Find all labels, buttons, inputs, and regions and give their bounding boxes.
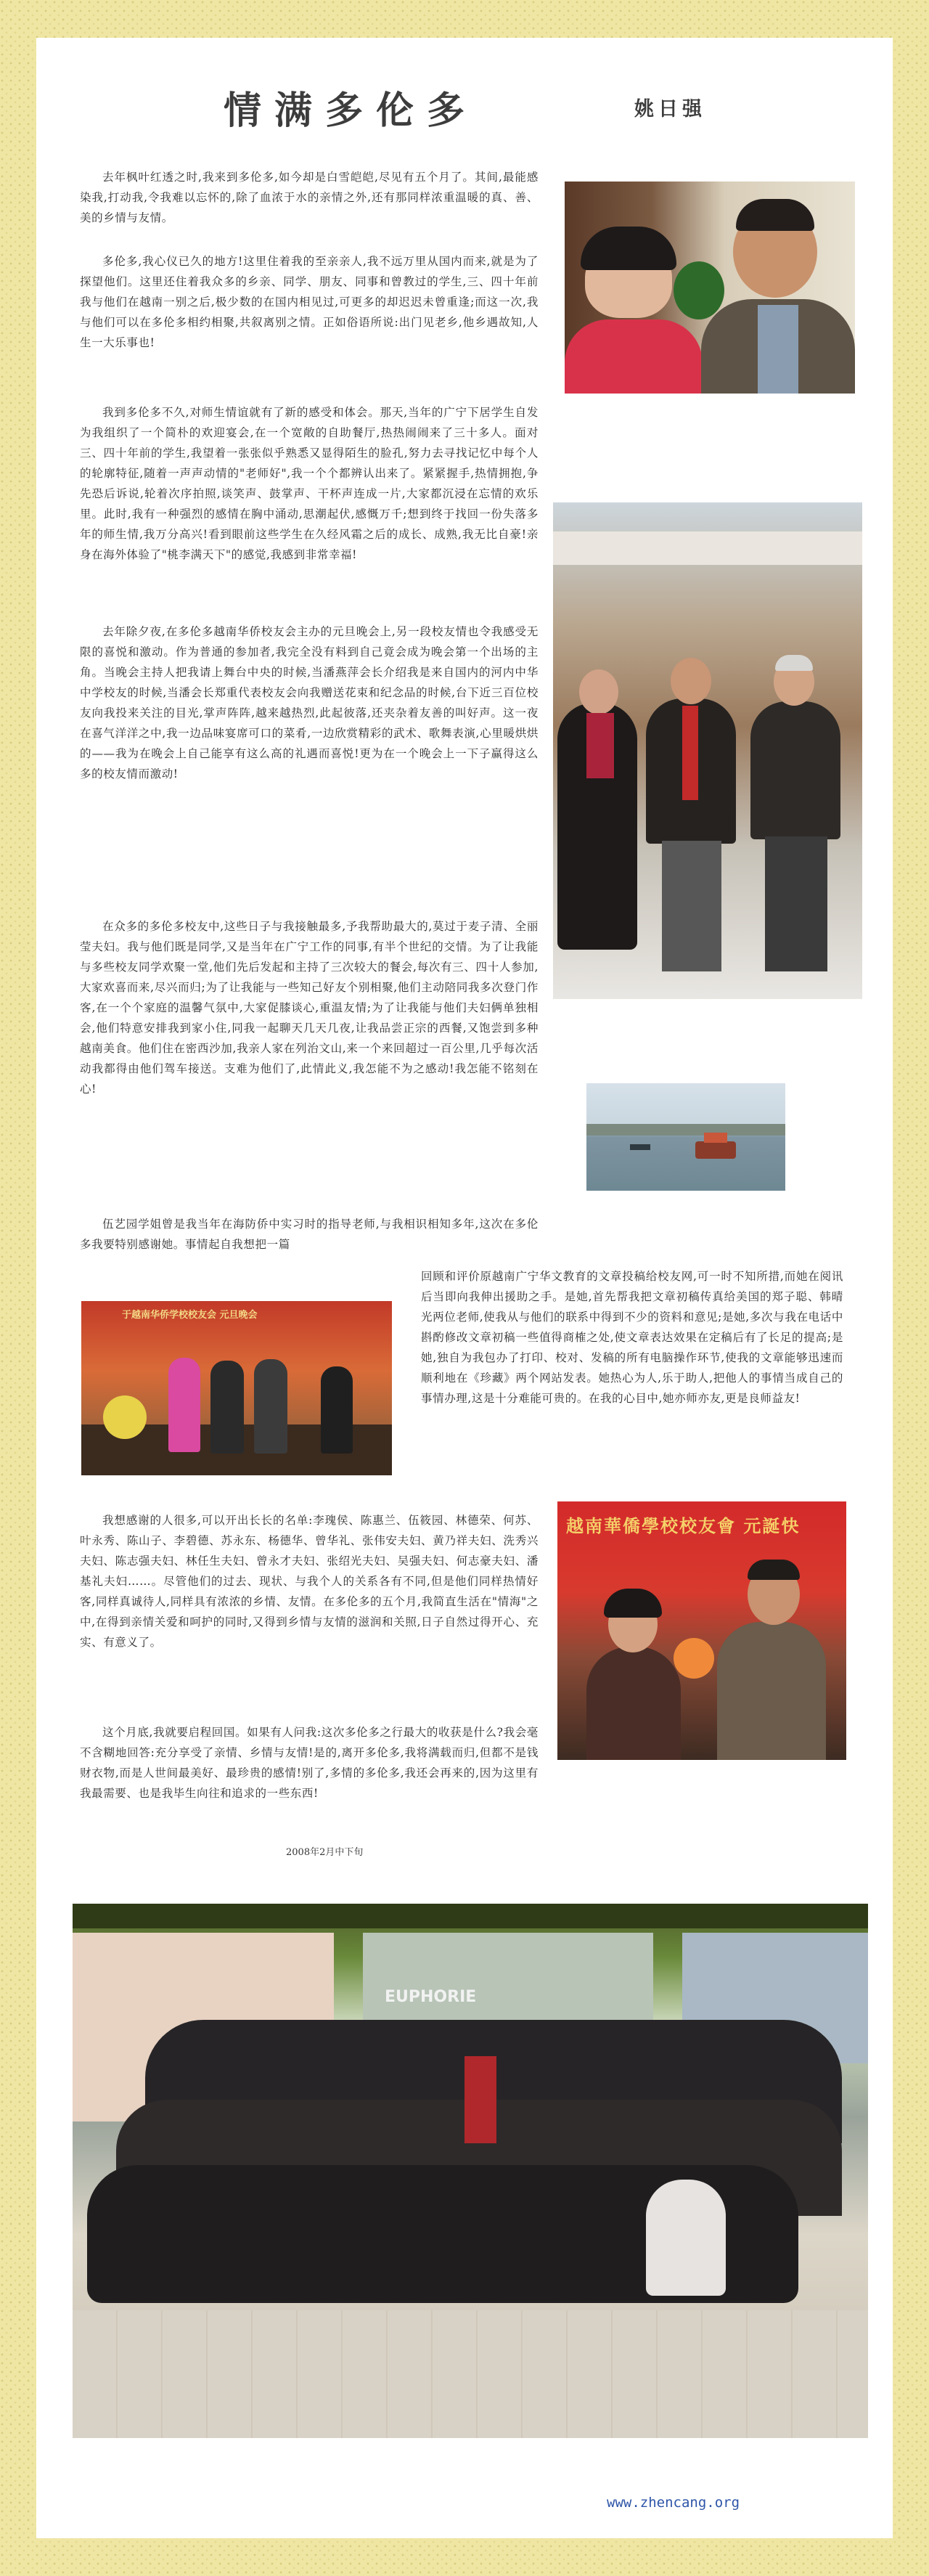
man-right-jacket: [750, 701, 840, 839]
paragraph-8: 这个月底,我就要启程回国。如果有人问我:这次多伦多之行最大的收获是什么?我会毫不含糊地回答:充分享受了亲情、乡情与友情!是的,离开多伦多,我将满载而归,但都不是钱财衣物,而是人世间最美好、最珍贵的感情!别了,多情的多伦多,我还会再来的,因为这里有我最需要、也是我毕生向往和追求的一些东西!: [80, 1726, 539, 1800]
presenter-woman: [586, 1647, 681, 1760]
paragraph-6-start: 伍艺园学姐曾是我当年在海防侨中实习时的指导老师,与我相识相知多年,这次在多伦多我要特别感谢她。事情起自我想把一篇: [80, 1218, 539, 1251]
boat-small: [630, 1144, 650, 1150]
recipient-man: [717, 1622, 826, 1760]
article-date: 2008年2月中下旬: [286, 1847, 364, 1858]
man-center-head: [671, 658, 711, 704]
boat-main: [695, 1141, 736, 1159]
stage-person-1: [168, 1358, 200, 1452]
boat-cabin: [704, 1133, 727, 1143]
recipient-man-hair: [748, 1560, 800, 1580]
front-row-white-coat: [646, 2180, 726, 2296]
floor-tiles: [73, 2310, 868, 2438]
distant-hills: [586, 1124, 785, 1136]
footer-website-link[interactable]: www.zhencang.org: [607, 2495, 740, 2511]
man-shirt: [758, 305, 798, 394]
man-hair: [736, 199, 814, 231]
woman-head: [579, 669, 618, 714]
paragraph-1: 去年枫叶红透之时,我来到多伦多,如今却是白雪皑皑,尽见有五个月了。其间,最能感染我,打动我,令我难以忘怀的,除了血浓于水的亲情之外,还有那同样浓重温暖的真、善、美的乡情与友情。: [80, 171, 539, 224]
paragraph-6-continued: 回顾和评价原越南广宁华文教育的文章投稿给校友网,可一时不知所措,而她在阅讯后当即向我伸出援助之手。是她,首先帮我把文章初稿传真给美国的郑子聪、韩晴光两位老师,使我从与他们的联系中得到不少的资料和意见;是她,多次与我在电话中斟酌修改文章初稿一些值得商榷之处,使文章表达效果在定稿后有了长足的提高;是她,独自为我包办了打印、校对、发稿的所有电脑操作环节,使我的文章能够迅速而顺利地在《珍藏》两个网站发表。她热心为人,乐于助人,把他人的事情当成自己的事情办理,这是十分难能可贵的。在我的心目中,她亦师亦友,更是良师益友!: [421, 1270, 843, 1405]
celebration-stage-photo: [81, 1301, 392, 1475]
celebration-banner-text: 于越南华侨学校校友会 元旦晚会: [122, 1310, 258, 1321]
paragraph-2: 多伦多,我心仪已久的地方!这里住着我的至亲亲人,我不远万里从国内而来,就是为了探望他们。这里还住着我众多的乡亲、同学、朋友、同事和曾教过的学生,三、四十年前我与他们在越南一别之后,极少数的在国内相见过,可更多的却迟迟未曾重逢;而这一次,我与他们可以在多伦多相约相聚,共叙离别之情。正如俗语所说:出门见老乡,他乡遇故知,人生一大乐事也!: [80, 255, 539, 349]
presenter-woman-hair: [604, 1589, 662, 1618]
woman-sweater: [565, 319, 703, 394]
three-people-photo: [553, 502, 862, 999]
paragraph-3: 我到多伦多不久,对师生情谊就有了新的感受和体会。那天,当年的广宁下居学生自发为我组织了一个简朴的欢迎宴会,在一个宽敞的自助餐厅,热热闹闹来了三十多人。面对三、四十年前的学生,我望着一张张似乎熟悉又显得陌生的脸孔,努力去寻找记忆中每个人的轮廓特征,随着一声声动情的"老师好",我一个个都辨认出来了。紧紧握手,热情拥抱,争先恐后诉说,轮着次序拍照,谈笑声、鼓掌声、干杯声连成一片,大家都沉浸在忘情的欢乐里。此时,我有一种强烈的感情在胸中涌动,思潮起伏,感慨万千;想到终于找回一份失落多年的师生情,我万分高兴!看到眼前这些学生在久经风霜之后的成长、成熟,我无比自豪!亲身在海外体验了"桃李满天下"的感觉,我感到非常幸福!: [80, 406, 539, 561]
woman-scarf: [586, 713, 614, 778]
harbor-photo: [586, 1083, 785, 1191]
man-center-shirt: [682, 706, 698, 800]
storefront-top-band: [73, 1904, 868, 1928]
stage-person-3: [254, 1359, 287, 1454]
flower-presentation-photo: [557, 1501, 846, 1760]
plant: [674, 261, 724, 319]
stage-person-2: [210, 1361, 244, 1454]
article-author: 姚日强: [634, 98, 706, 121]
article-title: 情满多伦多: [224, 89, 478, 133]
stage-person-4: [321, 1366, 353, 1454]
back-row-red-shirt: [464, 2056, 496, 2143]
man-center-pants: [662, 841, 721, 971]
man-right-hair: [775, 655, 813, 671]
paragraph-7: 我想感谢的人很多,可以开出长长的名单:李瑰侯、陈惠兰、伍筱园、林德荣、何苏、叶永秀、陈山子、李碧德、苏永东、杨德华、曾华礼、张伟安夫妇、黄乃祥夫妇、洗秀兴夫妇、陈志强夫妇、林任生夫妇、曾永才夫妇、张绍光夫妇、吴强夫妇、何志豪夫妇、潘基礼夫妇……。尽管他们的过去、现状、与我个人的关系各有不同,但是他们同样热情好客,同样真诚待人,同样具有浓浓的乡情、友情。在多伦多的五个月,我简直生活在"情海"之中,在得到亲情关爱和呵护的同时,又得到乡情与友情的滋润和关照,日子自然过得开心、充实、有意义了。: [80, 1514, 539, 1649]
paragraph-5: 在众多的多伦多校友中,这些日子与我接触最多,予我帮助最大的,莫过于麦子清、全丽莹夫妇。我与他们既是同学,又是当年在广宁工作的同事,有半个世纪的交情。为了让我能与多些校友同学欢聚一堂,他们先后发起和主持了三次较大的餐会,每次有三、四十人参加,大家欢喜而来,尽兴而归;为了让我能与一些知己好友个别相聚,他们主动陪同我多次登门作客,在一个个家庭的温馨气氛中,大家促膝谈心,重温友情;为了让我能与他们夫妇俩单独相会,他们特意安排我到家小住,同我一起聊天几天几夜,让我品尝正宗的西餐,又饱尝到多种越南美食。他们住在密西沙加,我亲人家在列治文山,来一个来回超过一百公里,几乎每次活动我都得由他们驾车接送。支难为他们了,此情此义,我怎能不为之感动!我怎能不铭刻在心!: [80, 920, 539, 1096]
bouquet: [674, 1638, 714, 1679]
paragraph-4: 去年除夕夜,在多伦多越南华侨校友会主办的元旦晚会上,另一段校友情也令我感受无限的喜悦和激动。作为普通的参加者,我完全没有料到自己竟会成为晚会第一个出场的主角。当晚会主持人把我请上舞台中央的时候,当潘燕萍会长介绍我是来自国内的河内中华中学校友的时候,当潘会长郑重代表校友会向我赠送花束和纪念品的时候,台下近三百位校友向我投来关注的目光,掌声阵阵,越来越热烈,此起彼落,还夹杂着友善的叫好声。这一夜在喜气洋洋之中,我一边品味宴席可口的菜肴,一边欣赏精彩的武术、歌舞表演,心里暖烘烘的——我为在晚会上自己能享有这么高的礼遇而喜悦!更为在一个晚会上一下子赢得这么多的校友情而激动!: [80, 625, 539, 780]
stage-flowers: [103, 1395, 147, 1439]
store-sign-text: EUPHORIE: [385, 1988, 477, 2006]
article-page: [36, 38, 893, 2538]
couple-portrait-photo: [565, 182, 855, 394]
woman-hair: [581, 227, 676, 270]
porch-roof: [553, 531, 862, 565]
school-banner-text: 越南華僑學校校友會 元誕快: [566, 1516, 801, 1536]
group-photo: [73, 1904, 868, 2438]
man-right-pants: [765, 836, 827, 971]
